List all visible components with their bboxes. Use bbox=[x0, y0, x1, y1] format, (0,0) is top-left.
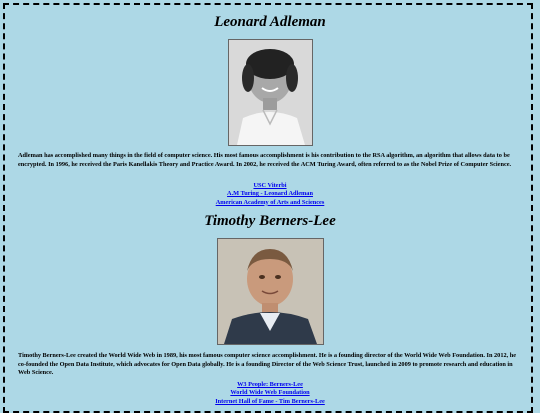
link-am-turing-adleman[interactable]: A.M Turing - Leonard Adleman bbox=[227, 190, 313, 198]
portrait-photo-icon bbox=[229, 40, 312, 145]
adleman-bio: Adleman has accomplished many things in the field of computer science. His most famous accomplishment is his contribution to the RSA algorithm, an algorithm that allows data to be encrypted. In 1996, he received the Paris Kanellakis Theory and Practice Award. In 2002, he received the ACM Turing Award, often referred to as the Nobel Prize of Computer Science. bbox=[18, 152, 512, 168]
berners-lee-photo bbox=[217, 238, 324, 345]
adleman-photo bbox=[228, 39, 313, 146]
link-american-academy[interactable]: American Academy of Arts and Sciences bbox=[215, 198, 325, 206]
person-name-berners-lee: Timothy Berners-Lee bbox=[204, 213, 336, 229]
link-www-foundation[interactable]: World Wide Web Foundation bbox=[230, 389, 310, 397]
adleman-links bbox=[0, 182, 540, 207]
berners-lee-bio: Timothy Berners-Lee created the World Wide Web in 1989, his most famous computer science accomplishment. He is a founding director of the World Wide Web Foundation. In 2012, he co-founded the Open Data Institute, which advocates for Open Data globally. He is a founding Director of the Web Science Trust, launched in 2009 to promote research and education in Web Science. bbox=[18, 352, 517, 377]
link-usc-viterbi[interactable]: USC Viterbi bbox=[253, 182, 287, 189]
portrait-photo-icon bbox=[218, 239, 323, 344]
link-internet-hall-of-fame[interactable]: Internet Hall of Fame - Tim Berners-Lee bbox=[215, 397, 325, 405]
person-name-adleman: Leonard Adleman bbox=[214, 14, 326, 30]
berners-lee-links bbox=[0, 381, 540, 406]
link-w3-people[interactable]: W3 People: Berners-Lee bbox=[237, 381, 303, 388]
